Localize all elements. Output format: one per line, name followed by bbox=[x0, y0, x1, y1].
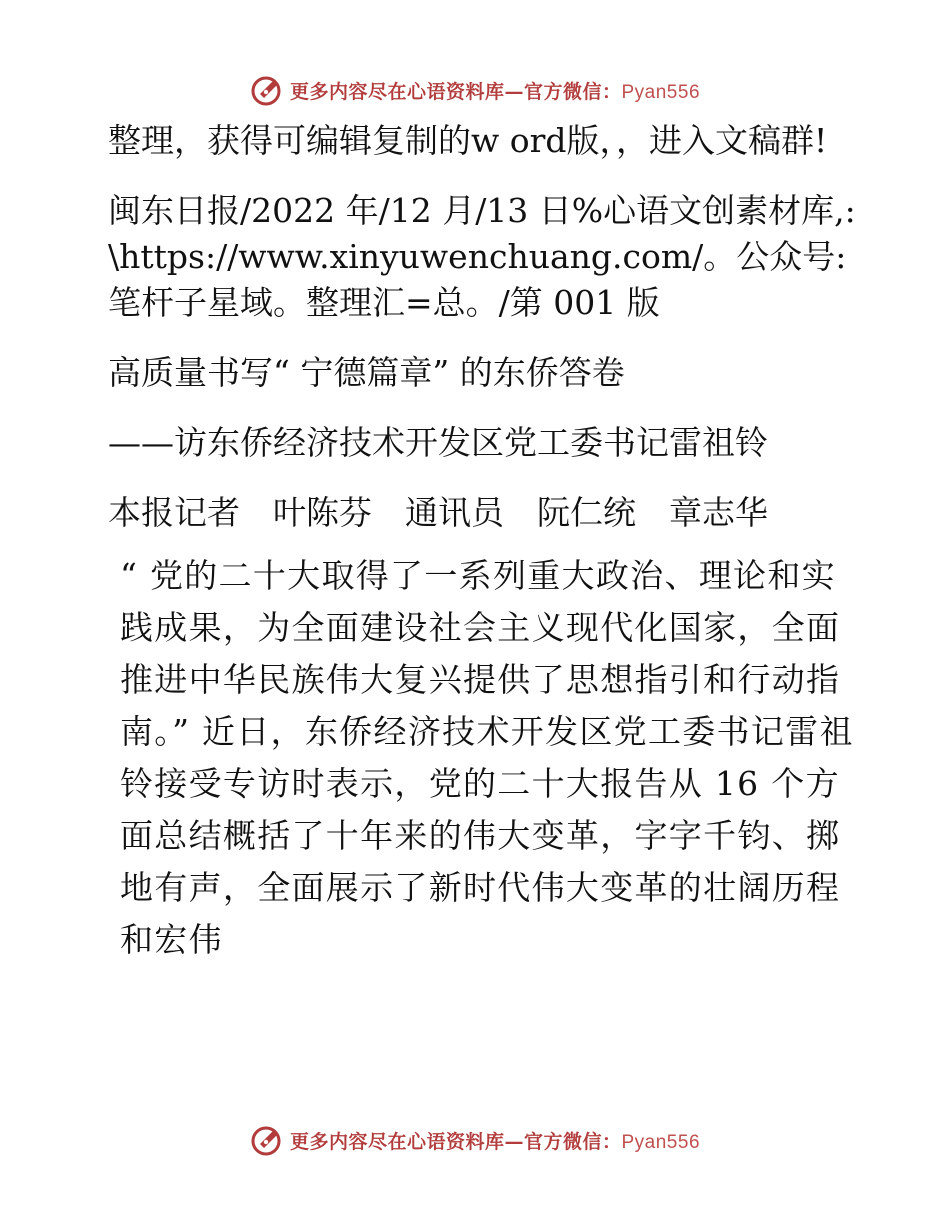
intro-paragraph: 整理，获得可编辑复制的w ord版，，进入文稿群! bbox=[108, 121, 828, 160]
header-watermark-text: 更多内容尽在心语资料库—官方微信：Pyan556 bbox=[289, 80, 701, 103]
footer-watermark-text: 更多内容尽在心语资料库—官方微信：Pyan556 bbox=[289, 1130, 701, 1153]
header-watermark-inner bbox=[250, 72, 700, 108]
article-headline: 高质量书写“ 宁德篇章” 的东侨答卷 bbox=[108, 353, 625, 392]
article-byline: 本报记者 叶陈芬 通讯员 阮仁统 章志华 bbox=[108, 493, 768, 532]
source-paragraph: 闽东日报/2022 年/12 月/13 日%心语文创素材库,: \https://www.xinyuwenchuang.com/。公众号: 笔杆子星域。整理汇=总。/第 001 版 bbox=[108, 191, 856, 322]
article-subheadline: ——访东侨经济技术开发区党工委书记雷祖铃 bbox=[108, 423, 768, 462]
wechat-id: Pyan556 bbox=[621, 1131, 701, 1153]
wechat-id: Pyan556 bbox=[621, 81, 701, 103]
header-watermark bbox=[0, 68, 950, 112]
document-body bbox=[96, 118, 856, 966]
footer-watermark-inner bbox=[250, 1122, 700, 1158]
article-body-paragraph: “ 党的二十大取得了一系列重大政治、理论和实践成果，为全面建设社会主义现代化国家，全面推进中华民族伟大复兴提供了思想指引和行动指南。” 近日，东侨经济技术开发区党工委书记雷祖铃接受专访时表示，党的二十大报告从 16 个方面总结概括了十年来的伟大变革，字字千钧、掷地有声，全面展示了新时代伟大变革的壮阔历程和宏伟 bbox=[120, 556, 854, 959]
pen-nib-logo-icon bbox=[250, 72, 286, 108]
footer-watermark bbox=[0, 1118, 950, 1162]
pen-nib-logo-icon bbox=[250, 1122, 286, 1158]
